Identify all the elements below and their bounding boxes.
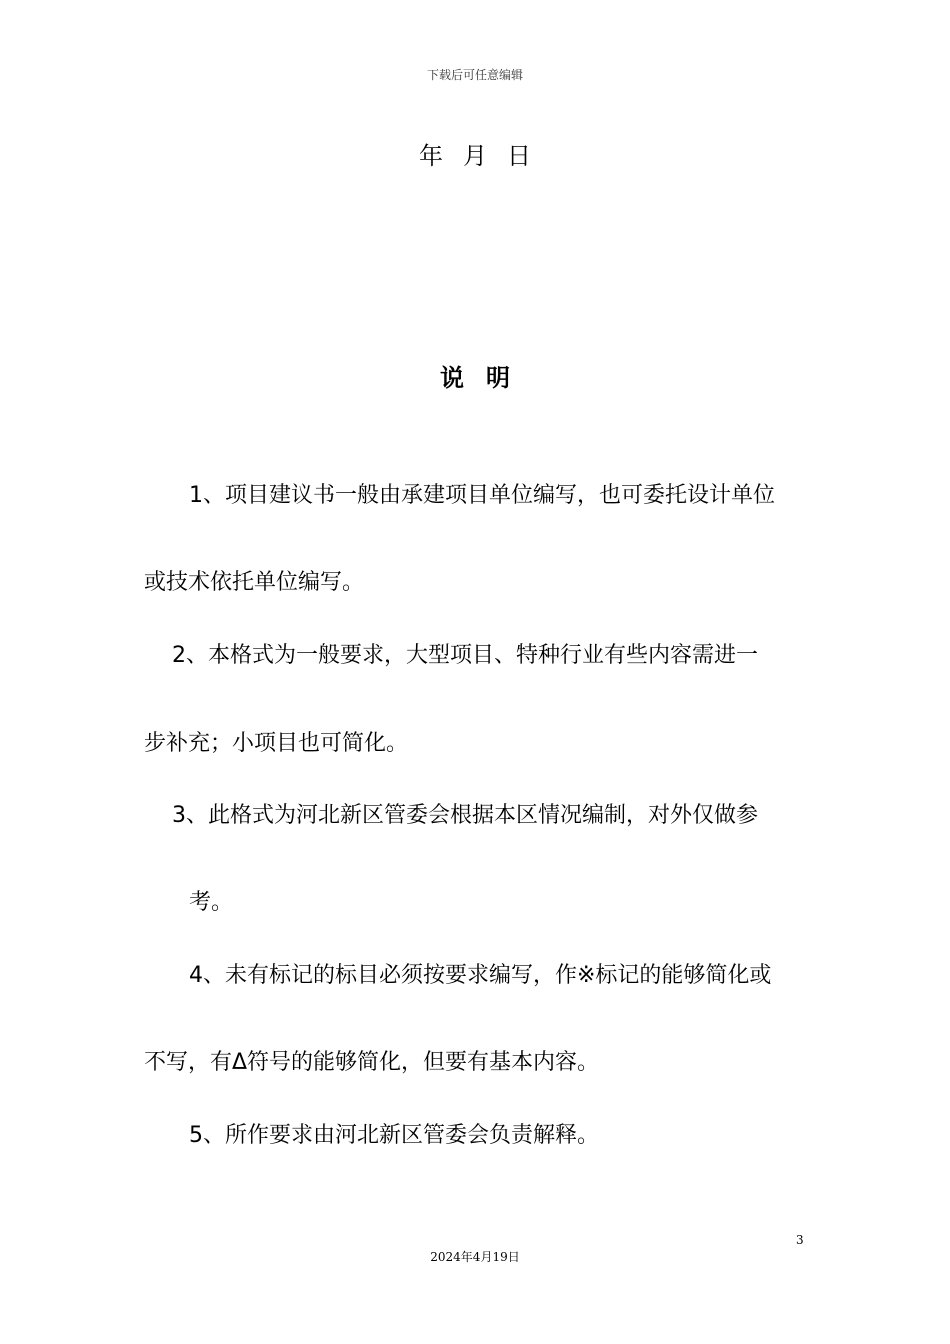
item-2-line-2: 步补充；小项目也可简化。 — [144, 731, 409, 756]
item-4-line-2: 不写，有Δ符号的能够简化，但要有基本内容。 — [144, 1050, 600, 1075]
page-number: 3 — [796, 1233, 804, 1247]
item-1-line-2: 或技术依托单位编写。 — [144, 570, 365, 595]
item-4-line-1: 4、未有标记的标目必须按要求编写，作※标记的能够简化或 — [189, 963, 772, 988]
item-1-line-1: 1、项目建议书一般由承建项目单位编写，也可委托设计单位 — [189, 483, 775, 508]
date-placeholder: 年月日 — [419, 142, 551, 170]
header-note: 下载后可任意编辑 — [426, 68, 523, 82]
item-3-line-2: 考。 — [189, 890, 234, 915]
footer-date: 2024年4月19日 — [430, 1250, 520, 1264]
item-3-line-1: 3、此格式为河北新区管委会根据本区情况编制，对外仅做参 — [172, 803, 758, 828]
section-title: 说明 — [440, 364, 532, 392]
item-5-line-1: 5、所作要求由河北新区管委会负责解释。 — [189, 1123, 599, 1148]
item-2-line-1: 2、本格式为一般要求，大型项目、特种行业有些内容需进一 — [172, 643, 758, 668]
